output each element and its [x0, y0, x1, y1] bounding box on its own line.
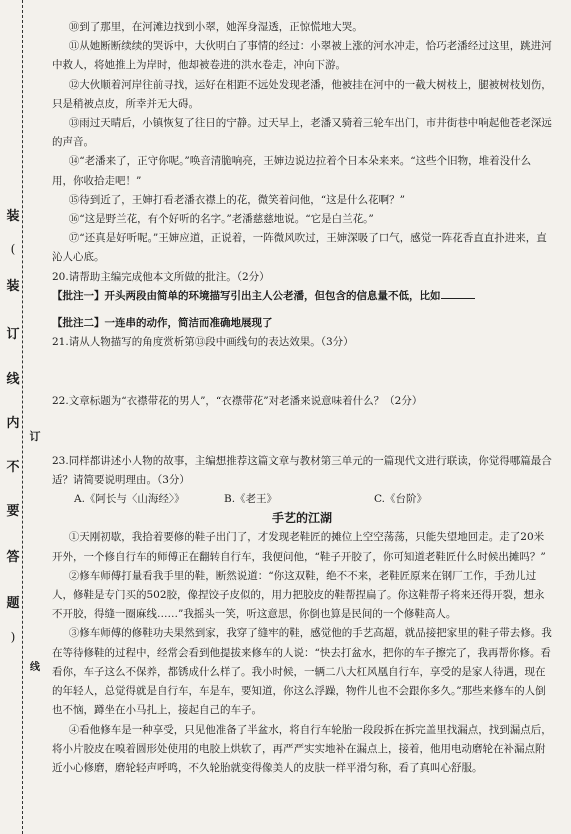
question-23-options — [52, 490, 552, 509]
binding-margin — [0, 0, 40, 834]
binding-side-char: 订 — [26, 428, 44, 444]
story1-paragraph: ⑮待到近了，王婶打看老潘衣襟上的花，微笑着问他，“这是什么花啊？” — [68, 193, 406, 206]
question-21: 21.请从人物描写的角度赏析第⑬段中画线句的表达效果。（3分） — [52, 336, 354, 349]
comment-2: 【批注二】一连串的动作，简洁而准确地展现了 — [52, 317, 273, 330]
option-c[interactable]: C.《台阶》 — [374, 493, 427, 506]
binding-char: 内 — [4, 412, 22, 431]
binding-char: 要 — [4, 500, 22, 519]
comment-1-text: 【批注一】开头两段由简单的环境描写引出主人公老潘，但包含的信息量不低，比如 — [52, 289, 441, 302]
binding-char: 不 — [4, 456, 22, 475]
binding-char: ) — [4, 630, 22, 644]
story1-paragraph: ⑰“还真是好听呢。”王婶应道，正说着，一阵微风吹过，王婶深吸了口气，感觉一阵花香直直扑进来，直沁人心底。 — [52, 232, 547, 264]
comment-1 — [52, 287, 552, 306]
option-a[interactable]: A.《阿长与〈山海经〉》 — [74, 493, 185, 506]
story1-paragraph: ⑪从她断断续续的哭诉中，大伙明白了事情的经过：小翠被上涨的河水冲走，恰巧老潘经过这里，跳进河中救人，将她推上为岸时，他却被卷进的洪水卷走，冲向下游。 — [52, 40, 552, 72]
question-23: 23.同样都讲述小人物的故事，主编想推荐这篇文章与教材第三单元的一篇现代文进行联读，你觉得哪篇最合适？请简要说明理由。（3分） — [52, 454, 552, 486]
binding-char: ( — [4, 242, 22, 256]
binding-char: 订 — [4, 323, 22, 342]
story2-paragraph: ②修车师傅打量看我手里的鞋，断然说道：“你这双鞋，绝不不来，老鞋匠原来在钢厂工作，手劲儿过人，修鞋是专门买的502胶，像捏饺子皮似的，用力把胶皮的鞋帮捏扁了。你这鞋帮子将来还得开裂，想永不开胶，得缝一圈麻线……”我摇头一笑，听这意思，你倒也算是民间的一个修鞋高人。 — [52, 569, 545, 621]
story2-paragraph: ③修车师傅的修鞋功夫果然到家，我穿了缝牢的鞋，感觉他的手艺高超，就品接把家里的鞋子带去修。我在等待修鞋的过程中，经常会看到他提拔来修车的人说：“快去打盆水，把你的车子擦完了，我再帮你修。看看你，车子这么不保养，都锈成什么样了。我小时候，一辆二八大杠风凰自行车，享受的是家人待遇，现在的年轻人，总觉得就是自行车，车是车，要知道，你这么浮躁，物件儿也不会跟你多久。”那些来修车的人倒也不恼，蹲坐在小马扎上，接起自己的车子。 — [52, 627, 552, 717]
answer-blank[interactable] — [441, 287, 475, 299]
binding-char: 装 — [4, 205, 22, 224]
binding-char: 题 — [4, 592, 22, 611]
story1-paragraph: ⑭“老潘来了，正守你呢。”唤音清脆响亮，王婶边说边拉着个日本朵来来。“这些个旧物，堆着没什么用，你收拾走吧！” — [52, 155, 532, 187]
binding-char: 答 — [4, 546, 22, 565]
binding-dashed-line — [22, 0, 23, 834]
story1-paragraph: ⑬雨过天晴后，小镇恢复了往日的宁静。过天早上，老潘又骑着三轮车出门，市井街巷中响起他苍老深远的声音。 — [52, 117, 552, 149]
story1-paragraph: ⑩到了那里，在河滩边找到小翠，她浑身湿透，正惊慌地大哭。 — [68, 21, 363, 33]
question-20: 20.请帮助主编完成他本文所做的批注。（2分） — [52, 270, 270, 283]
exam-content — [52, 18, 552, 778]
story1-paragraph: ⑫大伙顺着河岸往前寻找，运好在相距不远处发现老潘，他被挂在河中的一截大树枝上，腿被树枝划伤，只是稍被点皮，所幸并无大碍。 — [52, 78, 552, 110]
question-22: 22.文章标题为“衣襟带花的男人”，“衣襟带花”对老潘来说意味着什么？（2分） — [52, 395, 423, 408]
binding-char: 装 — [4, 275, 22, 294]
binding-char: 线 — [4, 368, 22, 387]
story2-paragraph: ①天刚初歇，我拾着要修的鞋子出门了，才发现老鞋匠的摊位上空空荡荡，只能失望地回走。走了20米开外，一个修自行车的师傅正在翻转自行车，我便问他，“鞋子开胶了，你可知道老鞋匠什么时候出摊吗？” — [52, 531, 546, 563]
story2-title: 手艺的江湖 — [271, 511, 332, 526]
story2-paragraph: ④看他修车是一种享受，只见他准备了半盆水，将自行车轮胎一段段拆在拆完盖里找漏点，找到漏点后，将小片胶皮在嗅着圆形处使用的电胶上烘软了，再严严实实地补在漏点上，接着，他用电动磨轮在补漏点附近小心修磨，磨轮轻声呼鸣，不久轮胎就变得像美人的皮肤一样平滑匀称，看了真叫心舒服。 — [52, 723, 552, 774]
option-b[interactable]: B.《老王》 — [224, 493, 278, 506]
story1-paragraph: ⑯“这是野兰花，有个好听的名字。”老潘慈慈地说。“它是白兰花。” — [68, 213, 374, 226]
binding-side-char: 线 — [26, 658, 44, 673]
